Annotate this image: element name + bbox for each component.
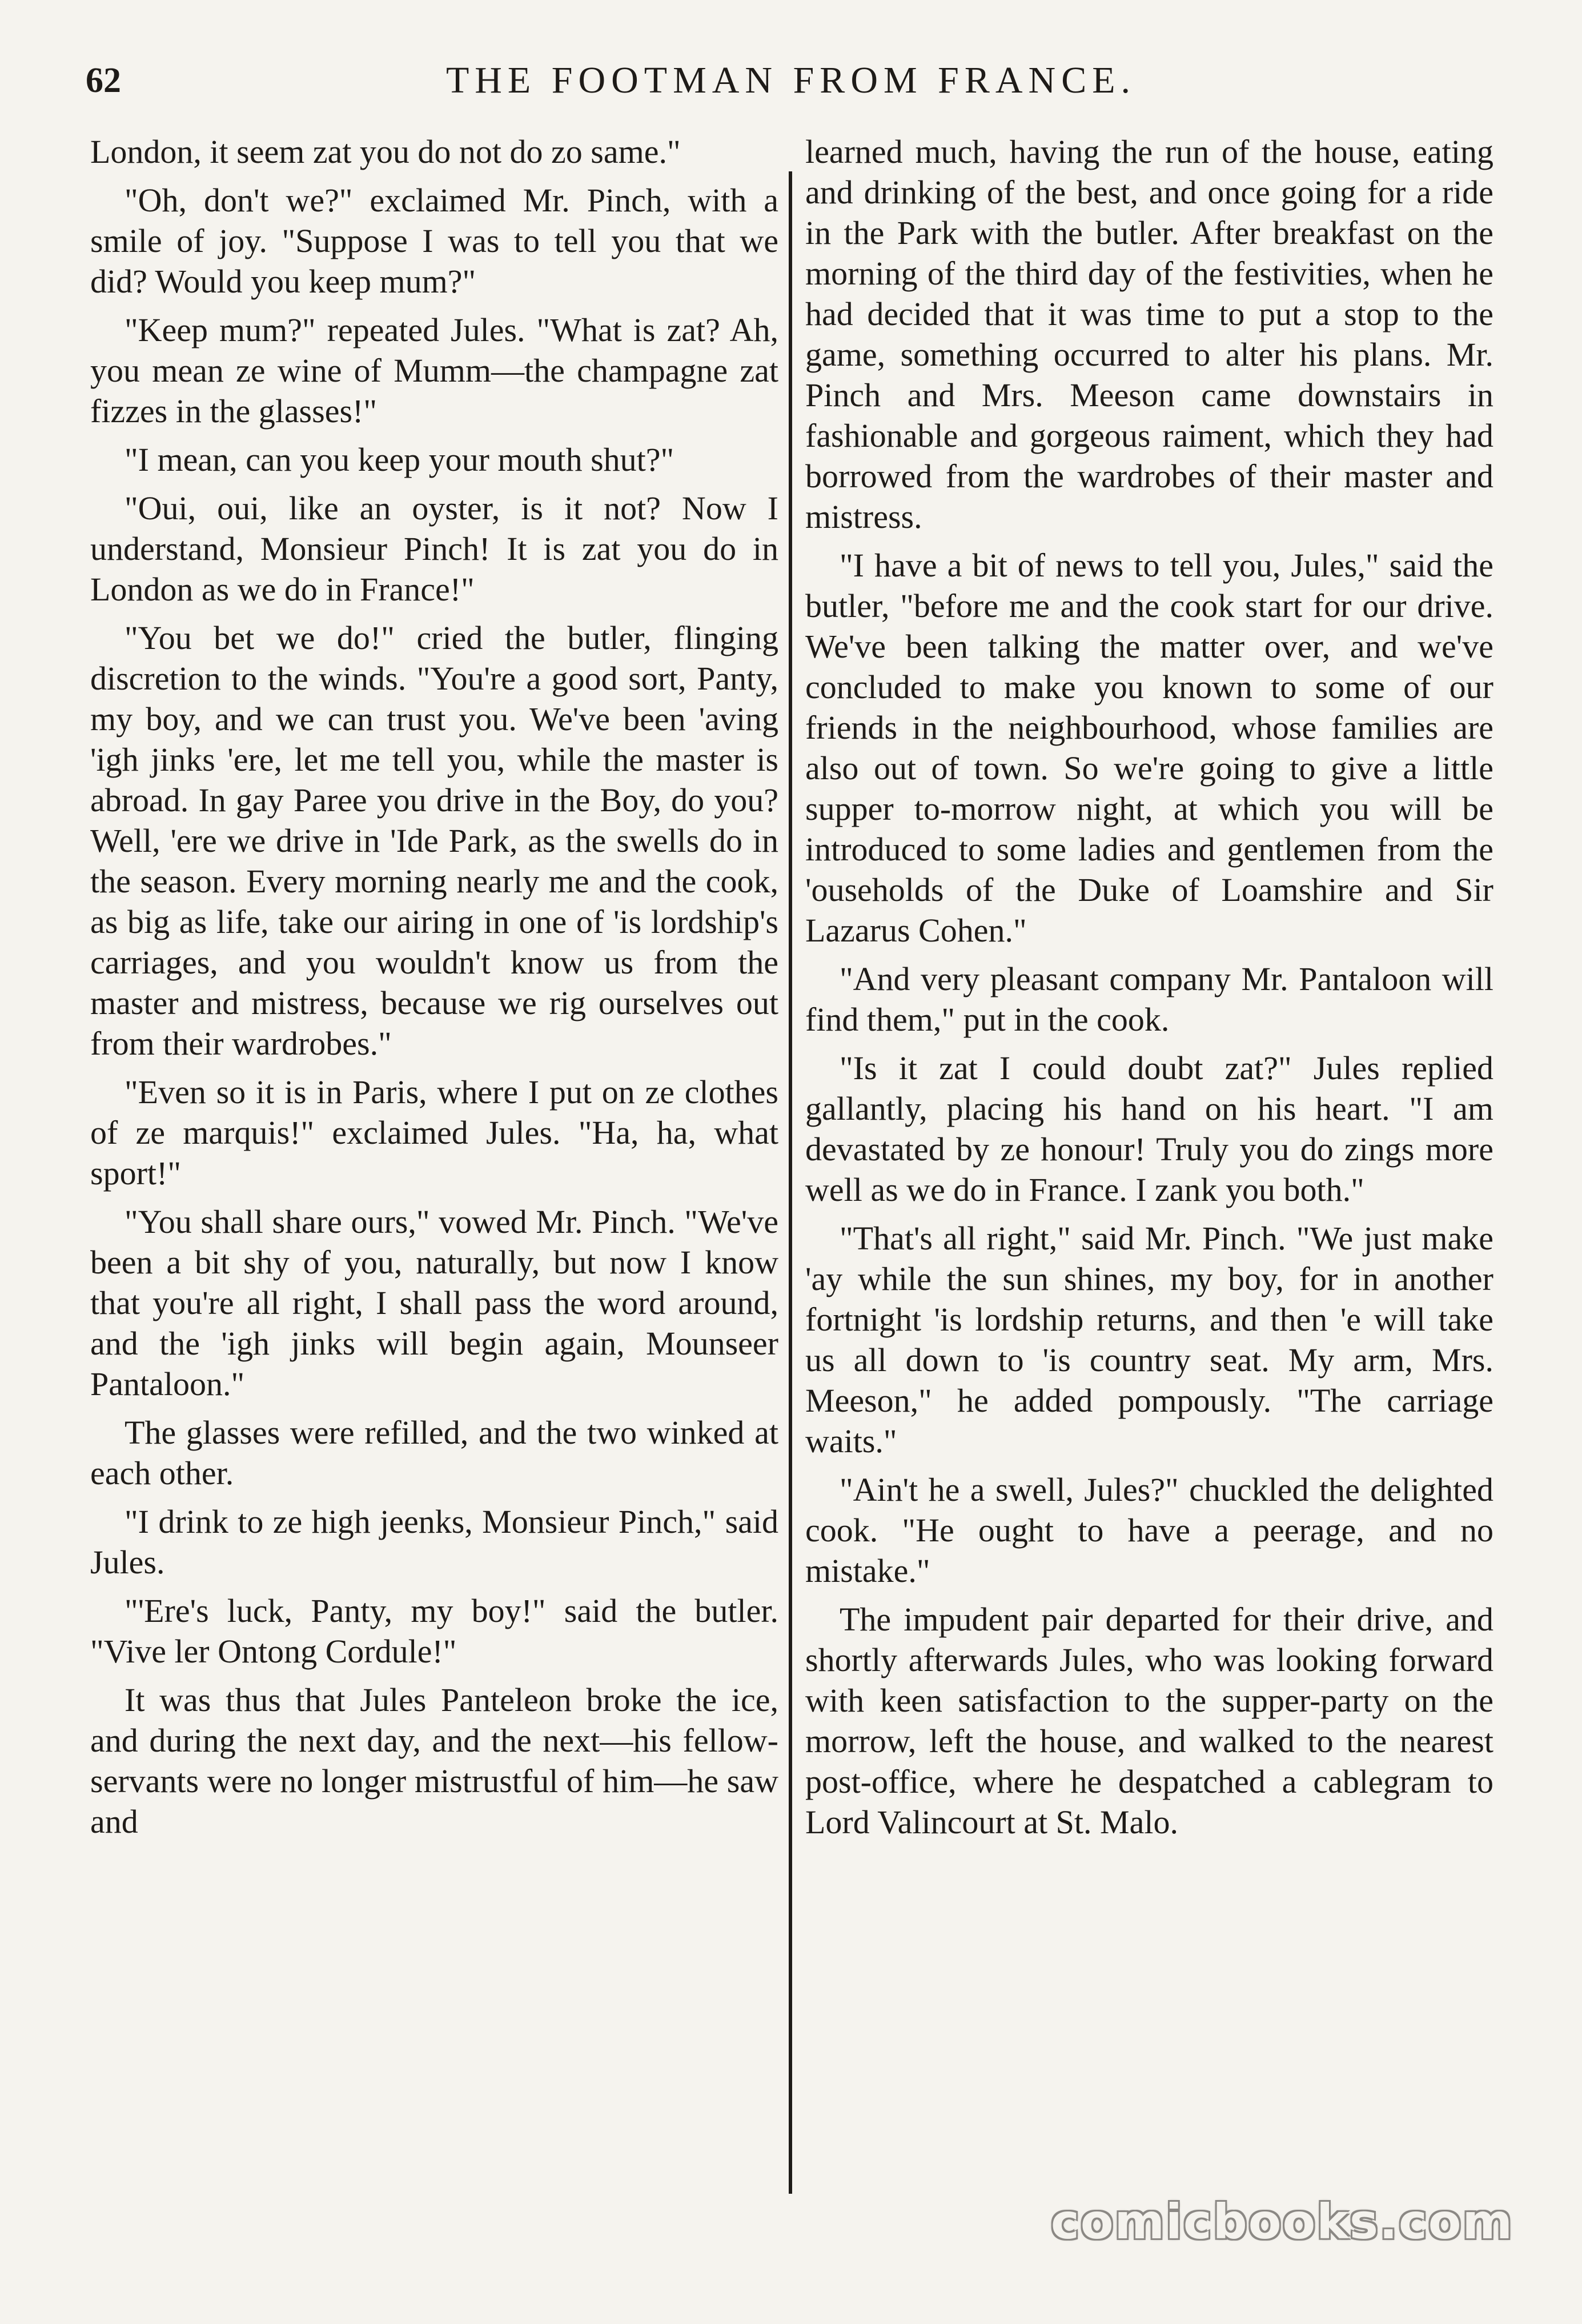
paragraph: The impudent pair departed for their drive, and shortly afterwards Jules, who was looking forward with keen satisfaction to the supper-party on the morrow, left the house, and walked to the nearest post-office, where he despatched a cablegram to Lord Valincourt at St. Malo. [805,1601,1493,1841]
paragraph: "'Ere's luck, Panty, my boy!" said the butler. "Vive ler Ontong Cordule!" [90,1592,778,1670]
running-title: THE FOOTMAN FROM FRANCE. [445,59,1137,101]
paragraph: "I drink to ze high jeenks, Monsieur Pinch," said Jules. [90,1503,778,1581]
paragraph: "Keep mum?" repeated Jules. "What is zat? Ah, you mean ze wine of Mumm—the champagne zat fizzes in the glasses!" [90,311,778,430]
left-column [90,131,778,1850]
watermark: comicbooks.com [1051,2194,1513,2250]
page-number: 62 [86,61,121,100]
right-column [805,131,1493,1850]
paragraph: "And very pleasant company Mr. Pantaloon will find them," put in the cook. [805,960,1493,1038]
paragraph: "That's all right," said Mr. Pinch. "We just make 'ay while the sun shines, my boy, for in another fortnight 'is lordship returns, and then 'e will take us all down to 'is country seat. My arm, Mrs. Meeson," he added pompously. "The carriage waits." [805,1220,1493,1460]
paragraph: "Oh, don't we?" exclaimed Mr. Pinch, with a smile of joy. "Suppose I was to tell you that we did? Would you keep mum?" [90,182,778,300]
paragraph: "Even so it is in Paris, where I put on ze clothes of ze marquis!" exclaimed Jules. "Ha, ha, what sport!" [90,1073,778,1192]
paragraph: "Is it zat I could doubt zat?" Jules replied gallantly, placing his hand on his heart. "I am devastated by ze honour! Truly you do zings more well as we do in France. I zank you both." [805,1049,1493,1208]
paragraph: "You shall share ours," vowed Mr. Pinch. "We've been a bit shy of you, naturally, but now I know that you're all right, I shall pass the word around, and the 'igh jinks will begin again, Mounseer Pantaloon." [90,1203,778,1403]
paragraph: "I mean, can you keep your mouth shut?" [125,441,674,478]
paragraph: "You bet we do!" cried the butler, flinging discretion to the winds. "You're a good sort, Panty, my boy, and we can trust you. We've been 'aving 'igh jinks 'ere, let me tell you, while the master is abroad. In gay Paree you drive in the Boy, do you? Well, 'ere we drive in 'Ide Park, as the swells do in the season. Every morning nearly me and the cook, as big as life, take our airing in one of 'is lordship's carriages, and you wouldn't know us from the master and mistress, because we rig ourselves out from their wardrobes." [90,619,778,1062]
paragraph: "Oui, oui, like an oyster, is it not? Now I understand, Monsieur Pinch! It is zat you do in London as we do in France!" [90,490,778,608]
column-divider [789,171,792,2194]
paragraph: "Ain't he a swell, Jules?" chuckled the delighted cook. "He ought to have a peerage, and no mistake." [805,1471,1493,1589]
paragraph: learned much, having the run of the house, eating and drinking of the best, and once going for a ride in the Park with the butler. After breakfast on the morning of the third day of the festivities, when he had decided that it was time to put a stop to the game, something occurred to alter his plans. Mr. Pinch and Mrs. Meeson came downstairs in fashionable and gorgeous raiment, which they had borrowed from the wardrobes of their master and mistress. [805,133,1493,535]
paragraph: It was thus that Jules Panteleon broke the ice, and during the next day, and the next—his fellow-servants were no longer mistrustful of him—he saw and [90,1681,778,1840]
paragraph: The glasses were refilled, and the two winked at each other. [90,1414,778,1492]
paragraph: London, it seem zat you do not do zo same." [90,133,681,170]
paragraph: "I have a bit of news to tell you, Jules," said the butler, "before me and the cook start for our drive. We've been talking the matter over, and we've concluded to make you known to some of our friends in the neighbourhood, whose families are also out of town. So we're going to give a little supper to-morrow night, at which you will be introduced to some ladies and gentlemen from the 'ouseholds of the Duke of Loamshire and Sir Lazarus Cohen." [805,547,1493,949]
